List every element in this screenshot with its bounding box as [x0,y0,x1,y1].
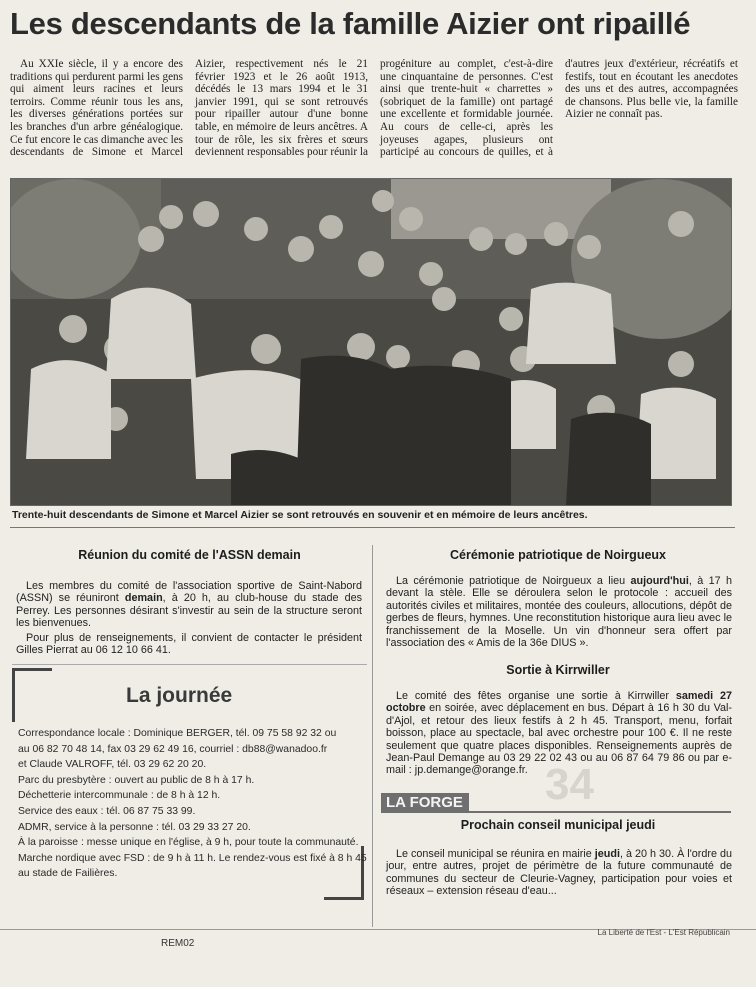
show-through-text: 34 [545,760,594,809]
journee-line: À la paroisse : messe unique en l'église, à 9 h, pour toute la communauté. [18,837,359,849]
sortie-paragraph: Le comité des fêtes organise une sortie à Kirrwiller samedi 27 octobre en soirée, avec déplacement en bus. Départ à 16 h 30 du Val-d'Ajol, et retour des lieux festifs à 2 h 45. Transport, menu, forfait boisson, place au spectacle, bal avec orchestre pour 100 €. Il ne reste seulement que quatre places disponibles. Renseignements auprès de Jean-Paul Demange au 03 29 22 02 43 ou au 06 87 64 79 86 ou par e-mail : jp.demange@orange.fr. [386,690,733,777]
assn-body [16,580,362,658]
photo-caption: Trente-huit descendants de Simone et Marcel Aizier se sont retrouvés en souvenir et en mémoire de leurs ancêtres. [12,509,588,521]
assn-paragraph: Les membres du comité de l'association sportive de Saint-Nabord (ASSN) se réuniront demain, à 20 h, au club-house du stade des Perrey. Les personnes désirant s'investir au sein de la structure seront les bienvenues. [16,580,362,630]
journee-line: Parc du presbytère : ouvert au public de 8 h à 17 h. [18,774,255,786]
journee-line: Déchetterie intercommunale : de 8 h à 12 h. [18,790,221,802]
forge-section-rule [381,811,731,813]
sortie-title: Sortie à Kirrwiller [506,663,610,677]
journee-line: au 06 82 70 48 14, fax 03 29 62 49 16, courriel : db88@wanadoo.fr [18,743,328,755]
journee-line: Service des eaux : tél. 06 87 75 33 99. [18,805,196,817]
ceremonie-paragraph: La cérémonie patriotique de Noirgueux a lieu aujourd'hui, à 17 h devant la stèle. Elle se déroulera selon le protocole : accueil des autorités civiles et militaires, montée des couleurs, allocutions, dépôt de gerbes de fleurs, hymnes. Une reconstitution historique aura lieu avec le franchissement de la Moselle. Un vin d'honneur sera offert par l'association des « Amis de la 36e DIUS ». [386,575,732,650]
forge-section-tag: LA FORGE [381,793,469,812]
ceremonie-body [386,575,732,651]
article-body [10,58,738,159]
journee-info-list [18,726,367,882]
journee-line: Marche nordique avec FSD : de 9 h à 11 h. Le rendez-vous est fixé à 8 h 45 [18,852,367,864]
article-paragraph: Au XXIe siècle, il y a encore des traditions qui perdurent parmi les gens qui aiment leurs racines et leurs terroirs. Comme réunir tous les ans, les diverses générations portées sur les branches d'un arbre généalogique. Ce fut encore le cas dimanche avec les descendants de Simone et Marcel Aizier, respectivement nés le 21 février 1923 et le 26 août 1913, décédés le 13 mars 1994 et le 31 janvier 1991, qui se sont retrouvés pour ripailler autour d'une bonne table, en mémoire de leurs ancêtres. A tour de rôle, les six frères et sœurs deviennent responsables pour réunir la progéniture au complet, c'est-à-dire une cinquantaine de personnes. C'est ainsi que trente-huit « charrettes » (sobriquet de la famille) ont partagé une excellente et formidable journée. Au cours de celle-ci, après les joyeuses agapes, plusieurs ont participé au concours de quilles, et à d'autres jeux d'extérieur, récréatifs et festifs, tout en écoutant les anecdotes des uns et des autres, accompagnées de chansons. Plus belle vie, la famille Aizier ne connaît pas. [10,58,738,159]
journee-line: au stade de Failières. [18,868,118,880]
column-divider [372,545,373,927]
forge-paragraph: Le conseil municipal se réunira en mairie jeudi, à 20 h 30. À l'ordre du jour, entre autres, projet de périmètre de la future communauté de communes du secteur de Cleurie-Vagney, participation pour voies et réseaux – extension réseau d'eau... [386,848,732,898]
journee-line: ADMR, service à la personne : tél. 03 29 33 27 20. [18,821,251,833]
forge-body [386,848,732,900]
publication-name: La Liberté de l'Est - L'Est Républicain [597,928,730,937]
section-divider [12,664,367,665]
journee-line: et Claude VALROFF, tél. 03 29 62 20 20. [18,759,207,771]
family-group-photo [10,178,732,506]
ceremonie-title: Cérémonie patriotique de Noirgueux [449,548,666,562]
assn-title: Réunion du comité de l'ASSN demain [78,548,301,562]
section-divider [10,527,735,528]
page-headline: Les descendants de la famille Aizier ont ripaillé [10,6,691,41]
sortie-body [386,690,732,779]
assn-paragraph: Pour plus de renseignements, il convient de contacter le président Gilles Pierrat au 06 12 10 66 41. [16,631,362,657]
forge-title: Prochain conseil municipal jeudi [460,818,656,832]
journee-title: La journée [126,684,233,707]
page-code: REM02 [161,938,195,949]
journee-line: Correspondance locale : Dominique BERGER, tél. 09 75 58 92 32 ou [18,728,337,739]
